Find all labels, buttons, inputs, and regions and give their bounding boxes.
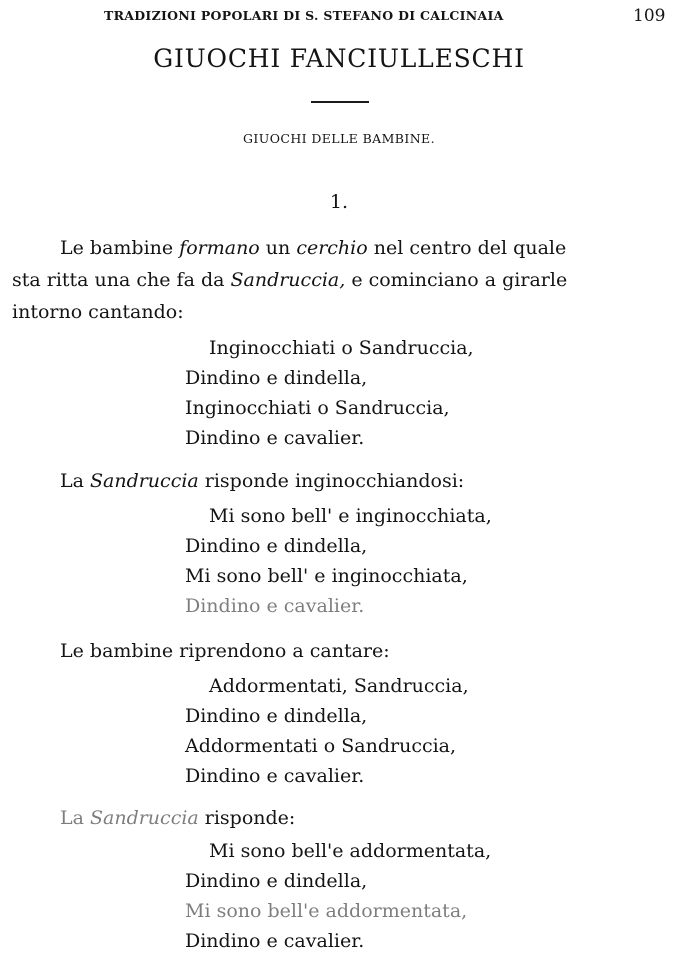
intro-text: nel centro del quale [367,237,567,259]
intro-line-1 [60,234,566,263]
verse-line: Dindino e dindella, [185,870,368,892]
verse-stanza-2 [185,501,492,621]
section-title: GIUOCHI DELLE BAMBINE. [243,131,435,146]
verse-line: Mi sono bell'e addormentata, [209,840,492,862]
sandruccia-name: Sandruccia [89,470,199,492]
verse-stanza-1 [185,333,474,453]
verse-stanza-4 [185,836,491,956]
response-text: risponde inginocchiandosi: [198,470,465,492]
verse-line: Dindino e dindella, [185,705,368,727]
chapter-title: GIUOCHI FANCIULLESCHI [153,44,525,73]
intro-text: un [259,237,297,259]
intro-text: sta ritta una che fa da [12,269,231,291]
sandruccia-name: Sandruccia, [230,269,346,291]
page-number: 109 [633,6,666,26]
intro-text-italic: cerchio [296,237,368,259]
verse-line: Inginocchiati o Sandruccia, [185,397,450,419]
running-title: TRADIZIONI POPOLARI DI S. STEFANO DI CALCINAIA [104,8,504,23]
response-line-2 [60,804,295,833]
running-head [0,6,678,28]
verse-line: Dindino e cavalier. [185,595,365,617]
resume-line: Le bambine riprendono a cantare: [60,640,390,662]
verse-line: Mi sono bell'e addormentata, [185,900,468,922]
intro-text: Le bambine [60,237,180,259]
verse-line: Addormentati, Sandruccia, [209,675,469,697]
section-number: 1. [329,191,349,213]
verse-stanza-3 [185,671,469,791]
verse-line: Mi sono bell' e inginocchiata, [209,505,492,527]
verse-line: Dindino e cavalier. [185,765,365,787]
response-text: La [60,807,90,829]
verse-line: Dindino e cavalier. [185,930,365,952]
verse-line: Dindino e dindella, [185,535,368,557]
title-rule [311,101,369,103]
intro-text: e cominciano a girarle [345,269,568,291]
intro-line-2 [12,266,567,295]
response-line-1 [60,467,464,496]
verse-line: Addormentati o Sandruccia, [185,735,457,757]
response-text: risponde: [198,807,296,829]
intro-line-3: intorno cantando: [12,301,184,323]
verse-line: Inginocchiati o Sandruccia, [209,337,474,359]
verse-line: Dindino e dindella, [185,367,368,389]
intro-text-italic: formano [179,237,260,259]
verse-line: Mi sono bell' e inginocchiata, [185,565,468,587]
sandruccia-name: Sandruccia [89,807,199,829]
response-text: La [60,470,90,492]
verse-line: Dindino e cavalier. [185,427,365,449]
